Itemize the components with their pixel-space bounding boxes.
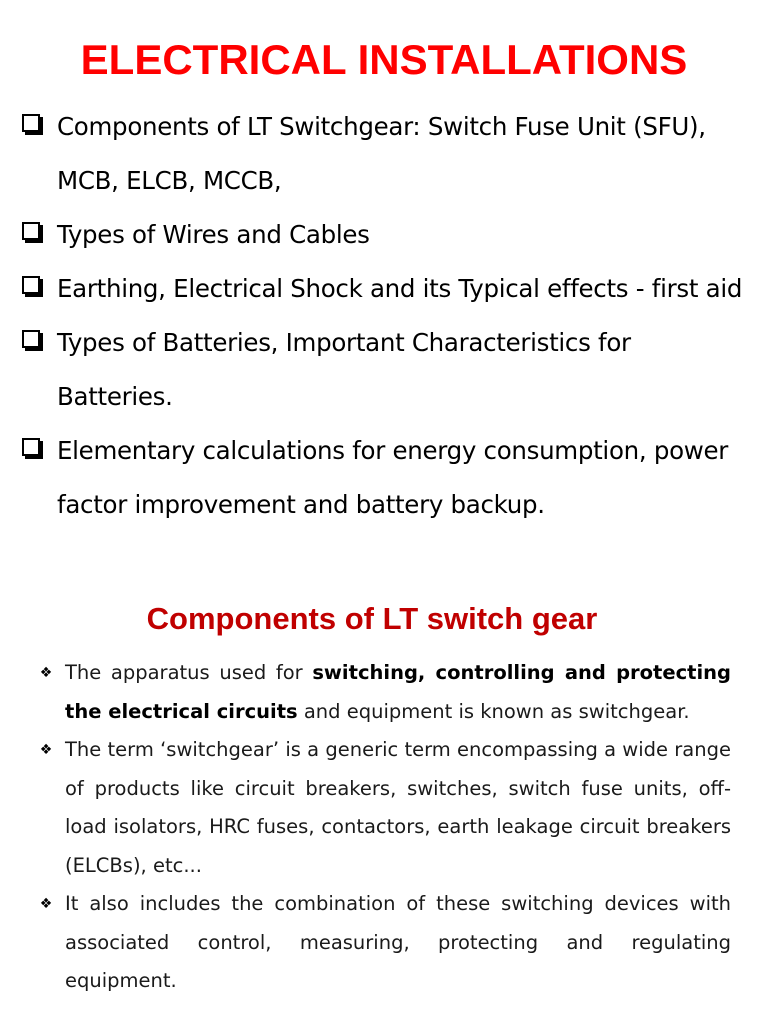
diamond-bullet-icon: ❖ (39, 742, 53, 758)
topic-text: Types of Batteries, Important Characteristics for Batteries. (57, 328, 631, 411)
point-item (38, 731, 731, 885)
point-text: It also includes the combination of these switching devices with associated control, measuring, protecting and regulating equipment. (65, 892, 731, 992)
topic-text: Earthing, Electrical Shock and its Typical effects - first aid (57, 274, 743, 303)
topic-item (20, 208, 750, 262)
point-bold-text: switching, controlling and protecting the electrical circuits (65, 661, 731, 723)
checkbox-square-icon (22, 330, 40, 348)
point-item (38, 654, 731, 731)
checkbox-square-icon (22, 438, 40, 456)
page-title: ELECTRICAL INSTALLATIONS (80, 36, 688, 83)
topic-item (20, 424, 750, 532)
point-item (38, 885, 731, 1001)
point-text: The apparatus used for (65, 661, 313, 684)
topic-item (20, 100, 750, 208)
point-list (38, 654, 731, 1001)
topic-text: Components of LT Switchgear: Switch Fuse Unit (SFU), MCB, ELCB, MCCB, (57, 112, 706, 195)
topic-list (20, 100, 750, 532)
topic-item (20, 262, 750, 316)
topic-item (20, 316, 750, 424)
checkbox-square-icon (22, 276, 40, 294)
point-text: The term ‘switchgear’ is a generic term encompassing a wide range of products like circuit breakers, switches, switch fuse units, off- load isolators, HRC fuses, contactors, earth leakage circuit breakers (ELCBs), etc... (65, 738, 731, 877)
checkbox-square-icon (22, 114, 40, 132)
topic-text: Elementary calculations for energy consumption, power factor improvement and battery backup. (57, 436, 729, 519)
checkbox-square-icon (22, 222, 40, 240)
diamond-bullet-icon: ❖ (39, 896, 53, 912)
diamond-bullet-icon: ❖ (39, 665, 53, 681)
section-title: Components of LT switch gear (146, 601, 598, 636)
topic-text: Types of Wires and Cables (57, 220, 370, 249)
point-text-tail: and equipment is known as switchgear. (297, 699, 690, 723)
